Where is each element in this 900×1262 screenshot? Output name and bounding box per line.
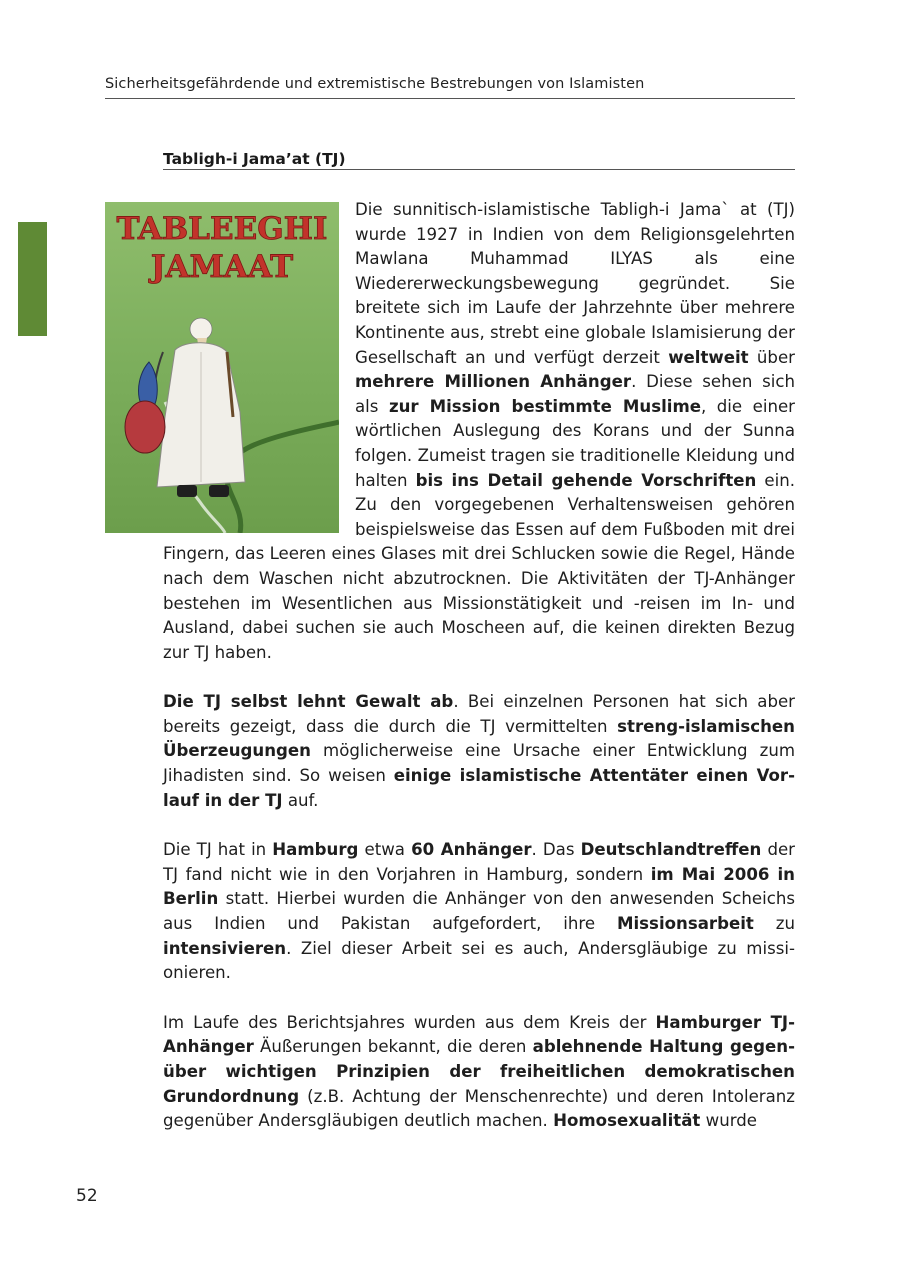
bold-emphasis: Missionsarbeit <box>616 914 754 934</box>
bold-emphasis: weltweit <box>668 347 749 367</box>
bold-emphasis: streng-islamischen Überzeugungen <box>163 716 795 761</box>
cover-title-line2: JAMAAT <box>150 249 294 285</box>
paragraph-1: Die sunnitisch-islamistische Tabligh-i Jama` at (TJ) wurde 1927 in Indien von dem Religionsgelehrten Mawlana Muhammad ILYAS als eine Wiedererweckungsbewegung gegründet. Sie breitete sich im Laufe der Jahrzehnte über mehrere Kontinente aus, strebt eine globale Islamisierung der Gesellschaft an und verfügt derzeit weltweit über mehrere Millionen Anhänger. Diese sehen sich als zur Mission bestimmte Muslime, die einer wörtlichen Auslegung des Korans und der Sunna folgen. Zumeist tragen sie traditionelle Kleidung und halten bis ins Detail gehende Vorschriften ein. Zu den vorgegebenen Verhaltensweisen gehören beispielsweise das Essen auf dem Fußboden mit drei Fingern, das Leeren eines Glases mit drei Schlucken sowie die Regel, Hände nach dem Waschen nicht abzutrocknen. Die Aktivitäten der TJ-Anhänger bestehen im Wesentlichen aus Missionstätigkeit und -reisen im In- und Ausland, dabei suchen sie auch Moscheen auf, die keinen direkten Bezug zur TJ haben. <box>163 200 796 662</box>
running-header: Sicherheitsgefährdende und extremistische Bestrebungen von Islamisten <box>105 76 645 92</box>
page-number: 52 <box>76 1186 98 1206</box>
body-text <box>163 198 795 1159</box>
section-title-rule <box>163 169 795 170</box>
bold-emphasis: Die TJ selbst lehnt Gewalt ab <box>163 692 454 712</box>
bold-emphasis: einige islamistische Attentäter einen Vorlauf in der TJ <box>163 766 795 810</box>
bold-emphasis: zur Mission bestimmte Muslime <box>388 396 701 416</box>
header-rule <box>105 98 795 99</box>
bold-emphasis: bis ins Detail gehende Vorschriften <box>415 470 757 490</box>
bold-emphasis: 60 Anhänger <box>411 840 532 860</box>
paragraph-3: Die TJ hat in Hamburg etwa 60 Anhänger. Das Deutschlandtreffen der TJ fand nicht wie in den Vorjahren in Hamburg, sondern im Mai 2006 in Berlin statt. Hierbei wurden die Anhänger von den anwesenden Scheichs aus Indien und Pakistan aufgefordert, ihre Missionsarbeit zu intensivieren. Ziel dieser Arbeit sei es auch, Andersgläubige zu missionieren. <box>163 840 796 983</box>
bold-emphasis: Hamburg <box>272 840 359 860</box>
bold-emphasis: Deutschlandtreffen <box>580 840 762 860</box>
cover-title-line1: TABLEEGHI <box>116 211 328 247</box>
chapter-marker-tab <box>18 222 47 336</box>
image-float-spacer <box>163 198 355 533</box>
bold-emphasis: Homosexualität <box>553 1111 701 1131</box>
bold-emphasis: im Mai 2006 in Berlin <box>163 864 795 909</box>
cover-bag-red <box>125 401 165 453</box>
bold-emphasis: mehrere Millionen Anhänger <box>355 372 632 392</box>
paragraph-2: Die TJ selbst lehnt Gewalt ab. Bei einzelnen Personen hat sich aber bereits gezeigt, dass die durch die TJ vermittelten streng-islamischen Überzeugungen möglicherweise eine Ursache einer Entwicklung zum Jihadisten sind. So weisen einige islamistische Attentäter einen Vorlauf in der TJ auf. <box>163 692 796 810</box>
section-title: Tabligh-i Jama’at (TJ) <box>163 150 346 168</box>
paragraph-4: Im Laufe des Berichtsjahres wurden aus dem Kreis der Hamburger TJ-Anhänger Äußerungen bekannt, die deren ablehnende Haltung gegenüber wichtigen Prinzipien der freiheitlichen demokratischen Grundordnung (z.B. Achtung der Menschenrechte) und deren Intoleranz gegenüber Andersgläubigen deutlich machen. Homosexualität wurde <box>163 1012 795 1131</box>
bold-emphasis: intensivieren <box>163 938 287 958</box>
bold-emphasis: ablehnende Haltung gegenüber wichtigen Prinzipien der freiheitlichen demokratischen Grundordnung <box>163 1037 795 1106</box>
bold-emphasis: Hamburger TJ-Anhänger <box>163 1012 795 1057</box>
